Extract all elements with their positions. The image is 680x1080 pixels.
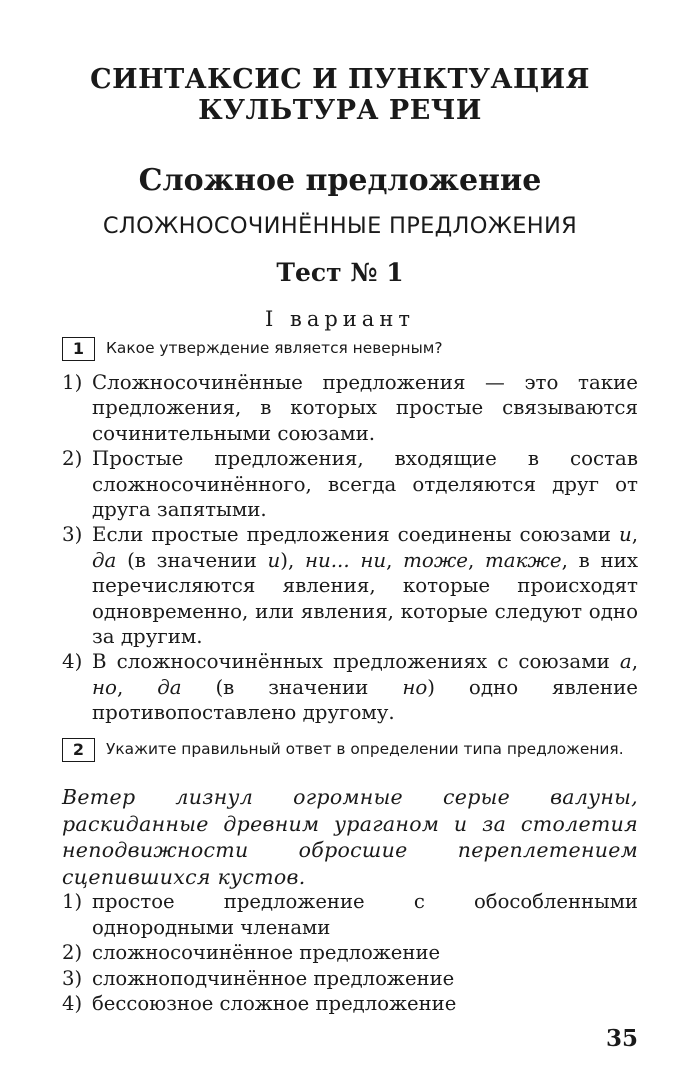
section-title-line2: КУЛЬТУРА РЕЧИ — [198, 95, 482, 126]
text-run: , — [386, 548, 404, 572]
conjunction-italic: да — [92, 548, 117, 572]
task-1-option-3 — [62, 522, 638, 649]
conjunction-italic: и — [618, 523, 632, 547]
conjunction-italic: а — [619, 650, 632, 674]
option-text: сложноподчинённое предложение — [92, 966, 455, 990]
text-run: (в значении — [116, 548, 268, 572]
option-number: 1) — [62, 890, 83, 913]
conjunction-italic: ни... ни — [304, 548, 387, 572]
section-title-line1: СИНТАКСИС И ПУНКТУАЦИЯ — [90, 64, 590, 95]
test-title: Тест № 1 — [276, 258, 404, 287]
chapter-heading: Сложное предложение — [138, 163, 542, 198]
option-number: 3) — [62, 966, 83, 990]
text-run: Если простые предложения соединены союзами — [92, 523, 619, 547]
option-text — [92, 649, 638, 725]
task-1-question: Какое утверждение является неверным? — [106, 339, 443, 357]
option-text: сложносочинённое предложение — [92, 941, 441, 965]
task-1-option-1 — [62, 370, 638, 446]
task-2-option-2 — [62, 940, 638, 966]
option-number: 1) — [62, 371, 83, 394]
option-text: Простые предложения, входящие в состав сложносочинённого, всегда отделяются друг от друга запятыми. — [92, 447, 638, 522]
page-number: 35 — [605, 1025, 638, 1052]
task-2-number-box: 2 — [62, 738, 95, 762]
task-2-option-4 — [62, 991, 638, 1017]
option-number: 4) — [62, 650, 83, 674]
conjunction-italic: и — [267, 548, 281, 572]
task-1-number-box: 1 — [62, 337, 95, 361]
conjunction-italic: но — [402, 675, 428, 699]
option-text — [92, 522, 638, 649]
task-1-option-2 — [62, 446, 638, 522]
task-2-options — [62, 889, 638, 1017]
option-number: 3) — [62, 523, 83, 547]
task-2-question: Укажите правильный ответ в определении типа предложения. — [106, 740, 624, 758]
option-number: 2) — [62, 941, 83, 965]
text-run: ) одно явление противопоставлено другому. — [92, 675, 639, 725]
option-text: Сложносочинённые предложения — это такие предложения, в которых простые связываются сочинительными союзами. — [92, 371, 638, 445]
task-1-header — [62, 337, 642, 361]
task-2-option-1 — [62, 889, 638, 940]
conjunction-italic: также — [485, 548, 562, 572]
variant-label: I вариант — [265, 307, 415, 331]
conjunction-italic: но — [92, 675, 117, 699]
text-run: , — [468, 548, 486, 572]
text-run: (в значении — [181, 675, 403, 699]
option-text: простое предложение с обособленными однородными членами — [92, 890, 638, 939]
conjunction-italic: тоже — [403, 548, 469, 572]
chapter-subheading: СЛОЖНОСОЧИНЁННЫЕ ПРЕДЛОЖЕНИЯ — [102, 213, 578, 239]
task-2-option-3 — [62, 966, 638, 992]
task-2-sentence: Ветер лизнул огромные серые валуны, раскиданные древним ураганом и за столетия неподвижности обросшие переплетением сцепившихся кустов. — [62, 785, 638, 889]
text-run: В сложносочинённых предложениях с союзами — [92, 650, 620, 674]
option-number: 2) — [62, 447, 83, 471]
section-title — [0, 64, 680, 126]
option-text: бессоюзное сложное предложение — [92, 992, 457, 1016]
text-run: , — [116, 675, 158, 699]
task-2-header — [62, 738, 642, 780]
text-run: ), — [280, 548, 305, 572]
task-1-options — [62, 370, 638, 726]
text-run: , — [631, 650, 638, 674]
option-number: 4) — [62, 992, 83, 1016]
conjunction-italic: да — [157, 675, 182, 699]
text-run: , — [631, 523, 638, 547]
task-1-option-4 — [62, 649, 638, 725]
text-run: , в них перечисляются явления, которые происходят одновременно, или явления, которые следуют одно за другим. — [92, 548, 639, 649]
